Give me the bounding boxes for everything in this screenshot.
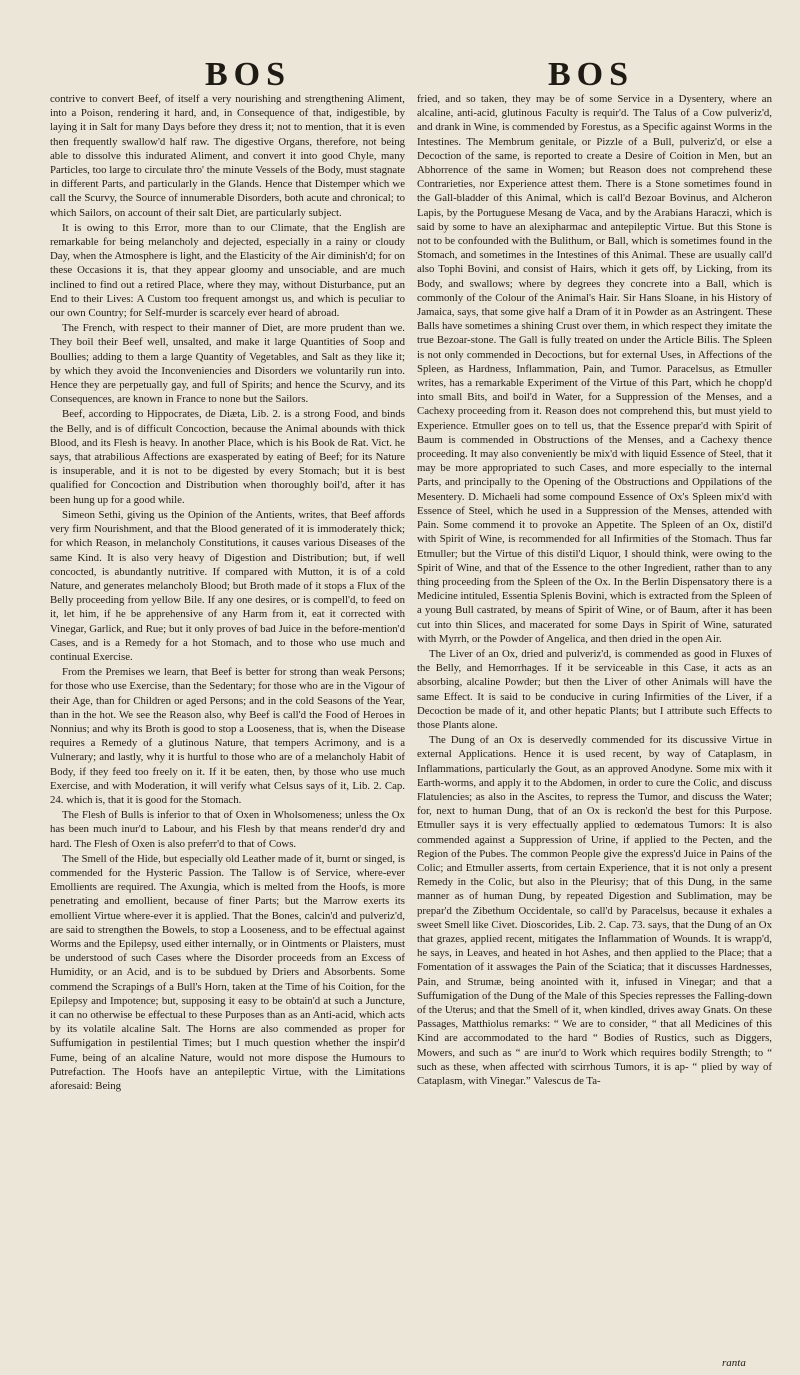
paragraph: Simeon Sethi, giving us the Opinion of the Antients, writes, that Beef affords very firm Nourishment, and that the Blood generated of it is immoderately thick; for which Reason, in melancholy Constitutions, it causes various Diseases of the same Kind. It is also very heavy of Digestion and Distribution; but, if well concocted, is abundantly nutritive. If compared with Mutton, it is of a cold Nature, and generates melancholy Blood; but Broth made of it stops a Flux of the Belly proceeding from yellow Bile. If any one desires, or is compell'd, to feed on it, let him, if he be apprehensive of any Harm from it, eat it corrected with Vinegar, Garlick, and Rue; but it only proves of bad Juice in the before-mention'd Cases, and is a Remedy for a hot Stomach, and to those who use much and continual Exercise.: [50, 508, 405, 663]
paragraph: The Flesh of Bulls is inferior to that of Oxen in Wholsomeness; unless the Ox has been much inur'd to Labour, and his Flesh by that means render'd dry and hard. The Flesh of Oxen is also preferr'd to that of Cows.: [50, 809, 405, 850]
paragraph: The French, with respect to their manner of Diet, are more prudent than we. They boil their Beef well, unsalted, and make it large Quantities of Soop and Boullies; adding to them a large Quantity of Vegetables, and Salt as they like it; by which they avoid the Inconveniencies and Disorders we voluntarily run into. Hence they are perpetually gay, and full of Spirits; and hence the Scurvy, and its Consequences, are known in France to none but the Sailors.: [50, 322, 405, 406]
paragraph: It is owing to this Error, more than to our Climate, that the English are remarkable for being melancholy and dejected, especially in a rainy or cloudy Day, when the Atmosphere is light, and the Elasticity of the Air diminish'd; for on these Occasions it is, that they appear gloomy and unsociable, and are much inclined to find out a retired Place, where they may, without Disturbance, put an End to their Lives: A Custom too frequent amongst us, and which is peculiar to our own Country; for Self-murder is scarcely ever heard of abroad.: [50, 221, 405, 320]
paragraph: The Dung of an Ox is deservedly commended for its discussive Virtue in external Applications. Hence it is used recent, by way of Cataplasm, in Inflammations, particularly the Gout, as an approved Anodyne. Some mix with it Earth-worms, and apply it to the Abdomen, in order to cure the Colic, and discuss Flatulencies; as also in the Ascites, to repress the Tumor, and discuss the Water; for, next to human Dung, that of an Ox is reckon'd the best for this Purpose. Etmuller says it is very effectually applied to œdematous Tumors: It is also commended against a Suppression of Urine, if applied to the Pecten, and the Region of the Pubes. The common People give the express'd Juice in Pains of the Colic; and Etmuller asserts, from certain Experience, that it is not only a present Remedy in the Colic, but also in the Pleurisy; that of this Dung, in the same manner as of human Dung, by repeated Digestion and Sublimation, may be prepar'd the Zibethum Occidentale, so call'd by Paracelsus, because it exhales a sweet Smell like Civet. Dioscorides, Lib. 2. Cap. 73. says, that the Dung of an Ox that grazes, applied recent, mitigates the Inflammation of Wounds. It is wrapp'd, he says, in Leaves, and heated in hot Ashes, and then applied to the Place; that a Fomentation of it asswages the Pain of the Sciatica; that it discusses Hardnesses, Pain, and Strumæ, being anointed with it, infused in Vinegar; and that a Suffumigation of the Dung of the Male of this Species represses the Falling-down of the Uterus; and that the Smell of it, when kindled, drives away Gnats. On these Passages, Matthiolus remarks: “ We are to consider, “ that all Medicines of this Kind are accommodated to the hard “ Bodies of Rustics, such as Diggers, Mowers, and such as “ are inur'd to Work which requires bodily Strength; to “ such as these, when affected with scirrhous Tumors, it is ap- “ plied by way of Cataplasm, with Vinegar.” Valescus de Ta-: [417, 734, 772, 1088]
running-head-left: BOS: [205, 56, 292, 93]
catchword: ranta: [722, 1357, 746, 1369]
paragraph: Beef, according to Hippocrates, de Diæta, Lib. 2. is a strong Food, and binds the Belly, and is of difficult Concoction, because the Animal abounds with thick Blood, and its Flesh is heavy. In another Place, which is his Book de Rat. Vict. he says, that atrabilious Affections are exasperated by eating of Beef; for its Nature is insuperable, and it is not to be digested by every Stomach; but it is best qualified for Concoction and Distribution when thoroughly boil'd, after it has been hung up for a good while.: [50, 408, 405, 506]
right-text-column: [417, 92, 772, 1357]
paragraph: fried, and so taken, they may be of some Service in a Dysentery, where an alcaline, anti-acid, glutinous Faculty is requir'd. The Talus of a Cow pulveriz'd, and drank in Wine, is commended by Forestus, as a Specific against Worms in the Intestines. The Membrum genitale, or Pizzle of a Bull, pulveriz'd, or else a Decoction of the same, is reported to create a Desire of Coition in Men, but an Abhorrence of the same in Women; but Reason does not comprehend these Contrarieties, nor Experience attest them. There is a Stone sometimes found in the Gall-bladder of this Animal, which is call'd Bezoar Bovinus, and Alcheron Lapis, by the Portuguese Mesang de Vaca, and by the Arabians Haraczi, which is said by some to have an alexipharmac and antepileptic Virtue. But this Stone is not to be confounded with the Bulithum, or Ball, which is sometimes found in the Stomach, and sometimes in the Intestines of this Animal. These are usually call'd also Tophi Bovini, and consist of Hairs, which it gets off, by Licking, from its Body, and swallows; where by degrees they concrete into a Ball, which is commonly of the Colour of the Animal's Hair. Sir Hans Sloane, in his History of Jamaica, says, that some give half a Dram of it in Powder as an Astringent. These Balls have sometimes a shining Crust over them, in which respect they imitate the true Bezoar-stone. The Gall is fully treated on under the Article Bilis. The Spleen is not only commended in Decoctions, but for external Uses, in Affections of the Spleen, as Hardness, Inflammation, Pain, and Tumor. Paracelsus, as Etmuller writes, has a remarkable Experiment of the Virtue of this Part, which he chopp'd into small Bits, and boil'd in Water, for a Suppression of the Menses, and a Cachexy proceeding from it. Reason does not comprehend this, but must yield to Experience. Etmuller goes on to tell us, that the Essence prepar'd with Spirit of Baum is commended in Obstructions of the Menses, and a Cachexy thence proceeding. It may also conveniently be mix'd with liquid Essence of Steel, that it may be more appropriated to such Cases, and more especially to the internal Parts, and principally to the Opening of the Obstructions and Oppilations of the Mesentery. D. Michaeli had some compound Essence of Ox's Spleen mix'd with Essence of Steel, which he used in a Suppression of the Menses, attended with Pain. Some commend it to provoke an Appetite. The Spleen of an Ox, distil'd with Spirit of Wine, is recommended for all Infirmities of the Stomach. Thus far Etmuller; but the Virtue of this distil'd Liquor, I should think, were owing to the Spirit of Wine, and that of the Essence to the other Ingredient, rather than to any thing proceeding from the Spleen of the Ox. In the Berlin Dispensatory there is a Medicine intituled, Essentia Splenis Bovini, which is extracted from the Spleen of a young Bull castrated, by means of Spirit of Wine, or of Baum, after it has been cut into thin Slices, and macerated for some Days in Spirit of Wine, saturated with Myrrh, or the Powder of Angelica, and then dried in the open Air.: [417, 93, 772, 645]
left-text-column: [50, 92, 405, 1357]
paragraph: The Liver of an Ox, dried and pulveriz'd, is commended as good in Fluxes of the Belly, and Hemorrhages. If it be serviceable in this Case, it acts as an absorbing, alcaline Powder; but then the Liver of other Animals will have the same Effect. It is said to be conducive in curing Infirmities of the Liver, if a Decoction be made of it, and other hepatic Plants; but I attribute such Effects to those Plants alone.: [417, 647, 772, 731]
paragraph: From the Premises we learn, that Beef is better for strong than weak Persons; for those who use Exercise, than the Sedentary; for those who are in the Vigour of their Age, than for Children or aged Persons; and in the cold Seasons of the Year, than in the hot. We see the Reason also, why Beef is call'd the Food of Heroes in Nonnius; and why its Broth is good to stop a Looseness, that is, when the Disease requires a Remedy of a glutinous Nature, that tempers Acrimony, and is a Vulnerary; and lastly, why it is hurtful to those who are of a melancholy Habit of Body, if they feed too freely on it. If it be eaten, then, by those who use much Exercise, and with Moderation, it will verify what Celsus says of it, Lib. 2. Cap. 24. which is, that it is good for the Stomach.: [50, 666, 405, 806]
running-head-right: BOS: [548, 56, 635, 93]
paragraph: The Smell of the Hide, but especially old Leather made of it, burnt or singed, is commended for the Hysteric Passion. The Tallow is of Service, where-ever Emollients are required. The Axungia, which is melted from the Hoofs, is more penetrating and emollient, because of finer Parts; but the Marrow exerts its emollient Virtue where-ever it is applied. That the Bones, calcin'd and pulveriz'd, are said to strengthen the Bowels, to stop a Looseness, and to be effectual against Worms and the Epilepsy, used either internally, or in Ointments or Plaisters, must be understood of such Cases where the Disorder proceeds from an Excess of Humidity, or an Acid, and is to be subdued by Driers and Absorbents. Some commend the Scrapings of a Bull's Horn, taken at the Time of his Coition, for the Epilepsy and Impotence; but, supposing it easy to be obtain'd at such a Juncture, it can no otherwise be effectual to these Purposes than as an Anti-acid, which acts by its volatile alcaline Salt. The Horns are also commended as proper for Suffumigation in pestilential Times; but I much question whether the inspir'd Fume, being of an alcaline Nature, would not more dispose the Humours to Putrefaction. The Hoofs have an antepileptic Virtue, with the Limitations aforesaid: Being: [50, 852, 405, 1093]
paragraph: contrive to convert Beef, of itself a very nourishing and strengthening Aliment, into a Poison, rendering it hard, and, in Consequence of that, indigestible, by laying it in Salt for many Days before they dress it; not to mention, that it is even then frequently swallow'd half raw. The digestive Organs, therefore, not being able to dissolve this indurated Aliment, and convert it into good Chyle, many Particles, too large to circulate thro' the minute Vessels of the Body, must stagnate in different Parts, and particularly in the Glands. Hence that Distemper which we call the Scurvy, the Source of innumerable Disorders, both acute and chronical; to which Sailors, on account of their salt Diet, are particularly subject.: [50, 93, 405, 219]
